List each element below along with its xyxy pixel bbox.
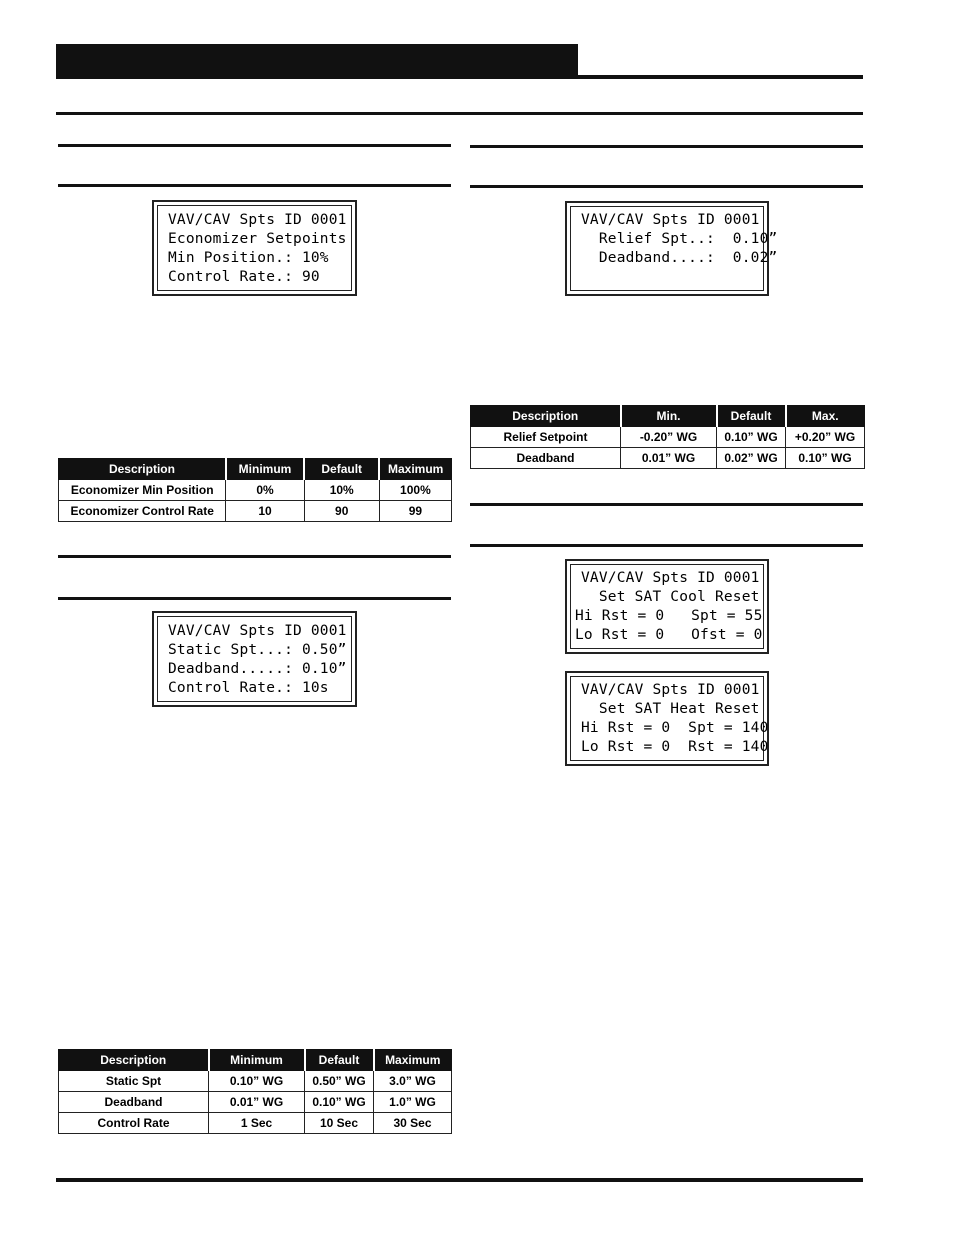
- table-cell: Deadband: [59, 1092, 209, 1113]
- lcd-line: VAV/CAV Spts ID 0001: [581, 570, 760, 586]
- table-row: [59, 1113, 452, 1134]
- header-rule: [56, 75, 863, 79]
- table-cell: 0.01” WG: [209, 1092, 305, 1113]
- relief-lcd-display: [565, 201, 778, 296]
- column-header: Default: [305, 1050, 374, 1071]
- table-cell: 0.50” WG: [305, 1071, 374, 1092]
- lcd-line: Economizer Setpoints: [168, 231, 347, 247]
- table-cell: 100%: [379, 480, 451, 501]
- table-cell: 0.01” WG: [621, 448, 717, 469]
- table-cell: -0.20” WG: [621, 427, 717, 448]
- table-row: [59, 1092, 452, 1113]
- lcd-line: Control Rate.: 10s: [168, 680, 329, 696]
- economizer-setpoints-table: [58, 458, 452, 522]
- table-cell: 0.10” WG: [305, 1092, 374, 1113]
- economizer-lcd-display: [152, 200, 357, 296]
- sat-reset-rule-bottom: [470, 544, 863, 547]
- column-header: Minimum: [209, 1050, 305, 1071]
- table-header-row: [471, 406, 865, 427]
- static-rule-top: [58, 555, 451, 558]
- lcd-line: Lo Rst = 0 Rst = 140: [581, 739, 769, 755]
- column-header: Min.: [621, 406, 717, 427]
- table-cell: Static Spt: [59, 1071, 209, 1092]
- table-cell: 0.02” WG: [717, 448, 786, 469]
- table-cell: Economizer Control Rate: [59, 501, 226, 522]
- table-cell: 10%: [304, 480, 379, 501]
- table-cell: Economizer Min Position: [59, 480, 226, 501]
- lcd-line: VAV/CAV Spts ID 0001: [168, 212, 347, 228]
- table-row: [59, 480, 452, 501]
- lcd-line: VAV/CAV Spts ID 0001: [581, 682, 760, 698]
- lcd-line: Deadband.....: 0.10”: [168, 661, 347, 677]
- economizer-rule-bottom: [58, 184, 451, 187]
- relief-rule-bottom: [470, 185, 863, 188]
- table-cell: 1 Sec: [209, 1113, 305, 1134]
- sat-reset-rule-top: [470, 503, 863, 506]
- sat-cool-reset-lcd-display: [565, 559, 769, 654]
- column-header: Description: [59, 459, 226, 480]
- lcd-line: Hi Rst = 0 Spt = 140: [581, 720, 769, 736]
- lcd-line: Control Rate.: 90: [168, 269, 320, 285]
- column-header: Maximum: [379, 459, 451, 480]
- column-header: Default: [304, 459, 379, 480]
- lcd-line: Set SAT Heat Reset: [581, 701, 760, 717]
- table-cell: 10: [226, 501, 304, 522]
- column-header: Maximum: [374, 1050, 452, 1071]
- header-banner: [56, 44, 578, 78]
- economizer-rule-top: [58, 144, 451, 147]
- relief-setpoints-table: [470, 405, 865, 469]
- table-cell: 0%: [226, 480, 304, 501]
- table-row: [471, 448, 865, 469]
- table-cell: +0.20” WG: [786, 427, 865, 448]
- table-cell: 1.0” WG: [374, 1092, 452, 1113]
- lcd-line: Deadband....: 0.02”: [581, 250, 778, 266]
- table-cell: Relief Setpoint: [471, 427, 621, 448]
- lcd-line: Min Position.: 10%: [168, 250, 329, 266]
- column-header: Default: [717, 406, 786, 427]
- lcd-line: VAV/CAV Spts ID 0001: [168, 623, 347, 639]
- table-cell: Deadband: [471, 448, 621, 469]
- table-cell: 10 Sec: [305, 1113, 374, 1134]
- sat-heat-reset-lcd-display: [565, 671, 769, 766]
- table-header-row: [59, 1050, 452, 1071]
- column-header: Description: [471, 406, 621, 427]
- page-rule-top: [56, 112, 863, 115]
- table-cell: 0.10” WG: [209, 1071, 305, 1092]
- table-cell: 3.0” WG: [374, 1071, 452, 1092]
- table-cell: 0.10” WG: [786, 448, 865, 469]
- relief-rule-top: [470, 145, 863, 148]
- static-pressure-lcd-display: [152, 611, 357, 707]
- lcd-line: Set SAT Cool Reset: [581, 589, 760, 605]
- lcd-line: Hi Rst = 0 Spt = 55: [575, 608, 763, 624]
- footer-rule: [56, 1178, 863, 1182]
- lcd-line: Relief Spt..: 0.10”: [581, 231, 778, 247]
- table-cell: Control Rate: [59, 1113, 209, 1134]
- static-rule-bottom: [58, 597, 451, 600]
- lcd-line: VAV/CAV Spts ID 0001: [581, 212, 760, 228]
- table-row: [471, 427, 865, 448]
- table-cell: 30 Sec: [374, 1113, 452, 1134]
- table-cell: 90: [304, 501, 379, 522]
- table-header-row: [59, 459, 452, 480]
- table-cell: 99: [379, 501, 451, 522]
- table-row: [59, 501, 452, 522]
- static-pressure-table: [58, 1049, 452, 1134]
- lcd-line: Static Spt...: 0.50”: [168, 642, 347, 658]
- column-header: Max.: [786, 406, 865, 427]
- column-header: Description: [59, 1050, 209, 1071]
- table-cell: 0.10” WG: [717, 427, 786, 448]
- column-header: Minimum: [226, 459, 304, 480]
- lcd-line: Lo Rst = 0 Ofst = 0: [575, 627, 763, 643]
- table-row: [59, 1071, 452, 1092]
